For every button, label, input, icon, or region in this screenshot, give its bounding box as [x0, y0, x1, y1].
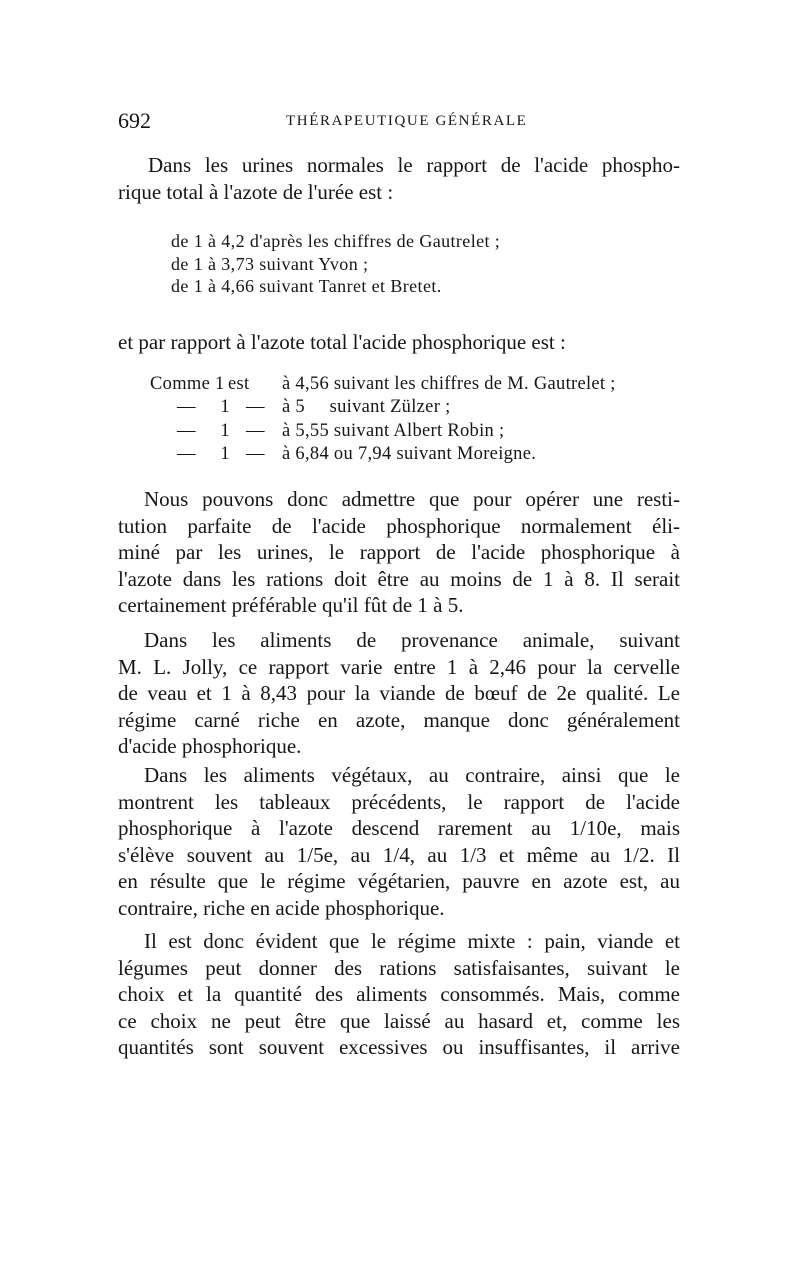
- list-item: de 1 à 4,2 d'après les chiffres de Gautrelet ;: [171, 231, 501, 251]
- text-line: d'acide phosphorique.: [118, 734, 302, 759]
- list-cell: à 5 suivant Zülzer ;: [282, 397, 451, 418]
- list-cell: Comme 1: [150, 374, 225, 394]
- page-header: [118, 108, 683, 138]
- list-cell: —: [246, 420, 265, 441]
- text-line: choix et la quantité des aliments consommés. Mais, comme: [118, 982, 680, 1007]
- paragraph-vegetable-foods: [118, 762, 680, 922]
- list-item: de 1 à 4,66 suivant Tanret et Bretet.: [171, 276, 442, 296]
- list-cell: — 1: [177, 420, 230, 441]
- list-cell: à 5,55 suivant Albert Robin ;: [282, 420, 505, 441]
- text-line: Dans les aliments végétaux, au contraire, ainsi que le: [144, 763, 680, 787]
- text-line: légumes peut donner des rations satisfaisantes, suivant le: [118, 955, 680, 980]
- list-cell: —: [246, 443, 265, 464]
- paragraph-urine-ratio: [118, 152, 680, 205]
- list-cell: — 1: [177, 397, 230, 418]
- paragraph-total-nitrogen: [118, 329, 680, 356]
- text-line: montrent les tableaux précédents, le rapport de l'acide: [118, 789, 680, 814]
- text-line: l'azote dans les rations doit être au moins de 1 à 8. Il serait: [118, 566, 680, 591]
- text-line: contraire, riche en acide phosphorique.: [118, 895, 445, 920]
- list-cell: à 4,56 suivant les chiffres de M. Gautrelet ;: [282, 374, 616, 394]
- running-title: THÉRAPEUTIQUE GÉNÉRALE: [286, 113, 528, 129]
- list-cell: est: [228, 374, 250, 394]
- list-cell: —: [246, 397, 265, 418]
- ratio-list-urea: [171, 230, 500, 298]
- paragraph-mixed-diet: [118, 928, 680, 1061]
- text-line: phosphorique à l'azote descend rarement au 1/10e, mais: [118, 816, 680, 841]
- list-cell: — 1: [177, 443, 230, 464]
- text-line: et par rapport à l'azote total l'acide phosphorique est :: [118, 330, 566, 354]
- page-number: 692: [118, 108, 151, 133]
- paragraph-restitution: [118, 486, 680, 619]
- text-line: certainement préférable qu'il fût de 1 à 5.: [118, 593, 464, 618]
- text-line: Dans les urines normales le rapport de l'acide phospho-: [148, 153, 680, 177]
- text-line: Nous pouvons donc admettre que pour opérer une resti-: [144, 487, 680, 511]
- list-item: de 1 à 3,73 suivant Yvon ;: [171, 253, 369, 274]
- text-line: régime carné riche en azote, manque donc généralement: [118, 707, 680, 732]
- text-line: Il est donc évident que le régime mixte : pain, viande et: [144, 929, 680, 953]
- text-line: tution parfaite de l'acide phosphorique normalement éli-: [118, 513, 680, 538]
- text-line: s'élève souvent au 1/5e, au 1/4, au 1/3 et même au 1/2. Il: [118, 842, 680, 867]
- text-line: miné par les urines, le rapport de l'acide phosphorique à: [118, 540, 680, 565]
- list-cell: à 6,84 ou 7,94 suivant Moreigne.: [282, 443, 537, 464]
- text-line: ce choix ne peut être que laissé au hasard et, comme les: [118, 1008, 680, 1033]
- paragraph-animal-foods: [118, 627, 680, 760]
- text-line: en résulte que le régime végétarien, pauvre en azote est, au: [118, 869, 680, 894]
- text-line: quantités sont souvent excessives ou insuffisantes, il arrive: [118, 1035, 680, 1060]
- text-line: M. L. Jolly, ce rapport varie entre 1 à 2,46 pour la cervelle: [118, 654, 680, 679]
- text-line: Dans les aliments de provenance animale, suivant: [144, 628, 680, 652]
- text-line: de veau et 1 à 8,43 pour la viande de bœuf de 2e qualité. Le: [118, 681, 680, 706]
- text-line: rique total à l'azote de l'urée est :: [118, 179, 394, 204]
